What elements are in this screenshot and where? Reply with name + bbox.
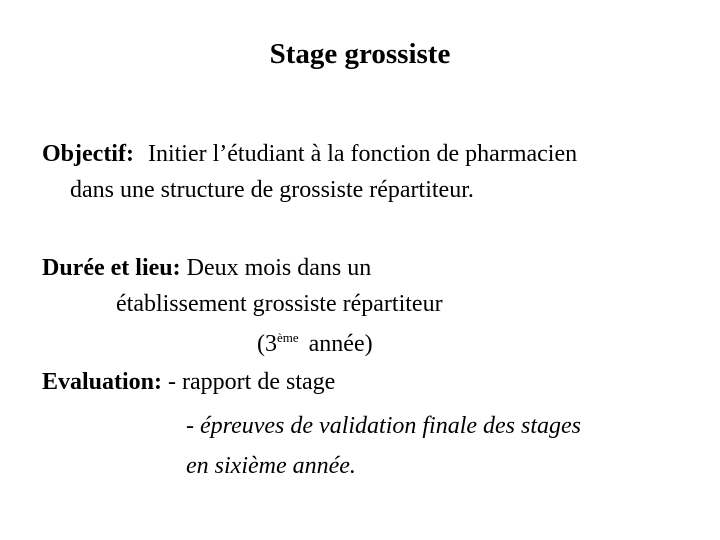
duree-line-2 [116,286,443,322]
evaluation-label: Evaluation: [42,369,163,395]
duree-year-line [257,326,373,365]
evaluation-item-2: - épreuves de validation finale des stages [186,413,582,439]
objectif-text-1: Initier l’étudiant à la fonction de pharmacien [147,141,578,167]
duree-year-open: (3 [257,331,277,357]
objectif-label: Objectif: [42,141,134,167]
duree-year-close: année) [308,331,373,357]
evaluation-item-1: - rapport de stage [168,369,336,395]
objectif-text-2: dans une structure de grossiste répartiteur. [70,177,474,203]
duree-text-2: établissement grossiste répartiteur [116,291,443,317]
duree-year-sup: ème [277,330,299,345]
evaluation-line-1 [42,364,335,400]
evaluation-item-2-cont: en sixième année. [186,453,356,479]
objectif-line-2 [70,172,474,208]
duree-text-1: Deux mois dans un [186,255,372,281]
duree-label: Durée et lieu: [42,255,181,281]
slide-title: Stage grossiste [269,38,451,70]
duree-line-1 [42,250,371,286]
objectif-line-1 [42,136,577,172]
evaluation-line-3 [186,448,356,484]
evaluation-line-2 [186,408,581,444]
